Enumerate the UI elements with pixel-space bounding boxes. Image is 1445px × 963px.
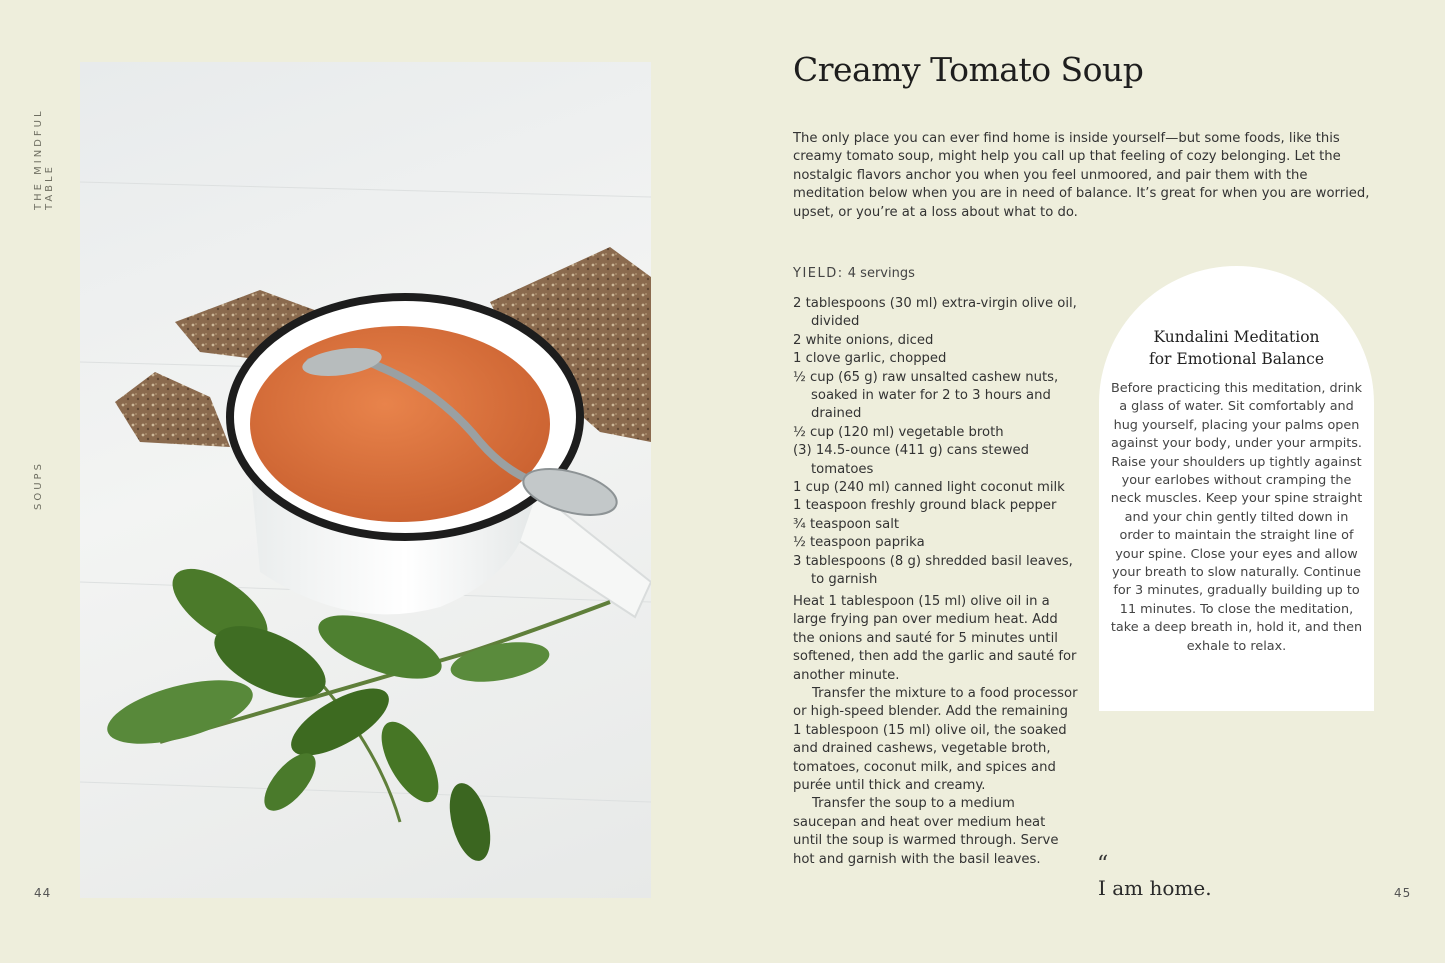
- quote-mark: “: [1097, 852, 1109, 877]
- ingredient-item: 1 clove garlic, chopped: [793, 351, 947, 367]
- ingredient-item: ¾ teaspoon salt: [793, 516, 900, 532]
- page-number-right: 45: [1394, 886, 1412, 900]
- meditation-title-line: Kundalini Meditation: [1153, 328, 1320, 346]
- page-number-left: 44: [34, 886, 52, 900]
- tomato-soup-illustration: [80, 62, 651, 898]
- running-head-section: SOUPS: [33, 461, 44, 510]
- meditation-title: [1099, 326, 1374, 370]
- ingredient-item: ½ teaspoon paprika: [793, 535, 925, 551]
- yield-value: 4 servings: [847, 266, 915, 281]
- intro-paragraph: The only place you can ever find home is inside yourself—but some foods, like this creamy tomato soup, might help you call up that feeling of cozy belonging. Let the nostalgic flavors anchor you when you feel unmoored, and pair them with the meditation below when you are in need of balance. It’s great for when you are worried, upset, or you’re at a loss about what to do.: [793, 131, 1370, 220]
- ingredient-item: 2 white onions, diced: [793, 332, 934, 348]
- method: [793, 593, 1078, 869]
- ingredient-item: 3 tablespoons (8 g) shredded basil leaves, to garnish: [793, 553, 1073, 588]
- recipe-intro: [793, 130, 1373, 222]
- yield: [793, 266, 915, 281]
- meditation-title-line: for Emotional Balance: [1148, 350, 1325, 368]
- ingredient-item: ½ cup (65 g) raw unsalted cashew nuts, soaked in water for 2 to 3 hours and drained: [793, 369, 1059, 422]
- recipe-title: Creamy Tomato Soup: [793, 50, 1144, 89]
- mantra-quote: I am home.: [1098, 876, 1212, 900]
- ingredient-item: 1 teaspoon freshly ground black pepper: [793, 498, 1057, 514]
- meditation-arch-panel: [1099, 266, 1374, 711]
- method-step: Transfer the soup to a medium saucepan and heat over medium heat until the soup is warmed through. Serve hot and garnish with the basil leaves.: [793, 796, 1059, 867]
- ingredient-item: (3) 14.5-ounce (411 g) cans stewed tomatoes: [793, 443, 1029, 477]
- method-step: Heat 1 tablespoon (15 ml) olive oil in a large frying pan over medium heat. Add the onions and sauté for 5 minutes until softened, then add the garlic and sauté for another minute.: [793, 594, 1077, 683]
- meditation-body: Before practicing this meditation, drink a glass of water. Sit comfortably and hug yourself, placing your palms open against your body, under your armpits. Raise your shoulders up tightly against your earlobes without cramping the neck muscles. Keep your spine straight and your chin gently tilted down in order to maintain the straight line of your spine. Close your eyes and allow your breath to slow naturally. Continue for 3 minutes, gradually building up to 11 minutes. To close the meditation, take a deep breath in, hold it, and then exhale to relax.: [1110, 381, 1363, 654]
- ingredient-list: [793, 295, 1083, 590]
- running-head-book-title: THE MINDFUL TABLE: [33, 108, 55, 210]
- ingredient-item: 2 tablespoons (30 ml) extra-virgin olive oil, divided: [793, 296, 1077, 330]
- yield-label: YIELD:: [793, 266, 844, 281]
- recipe-photo: [80, 62, 651, 898]
- ingredient-item: 1 cup (240 ml) canned light coconut milk: [793, 480, 1065, 496]
- ingredient-item: ½ cup (120 ml) vegetable broth: [793, 424, 1004, 440]
- method-step: Transfer the mixture to a food processor or high-speed blender. Add the remaining 1 tablespoon (15 ml) olive oil, the soaked and drained cashews, vegetable broth, tomatoes, coconut milk, and spices and purée until thick and creamy.: [793, 686, 1078, 794]
- enamel-pot: [230, 297, 580, 614]
